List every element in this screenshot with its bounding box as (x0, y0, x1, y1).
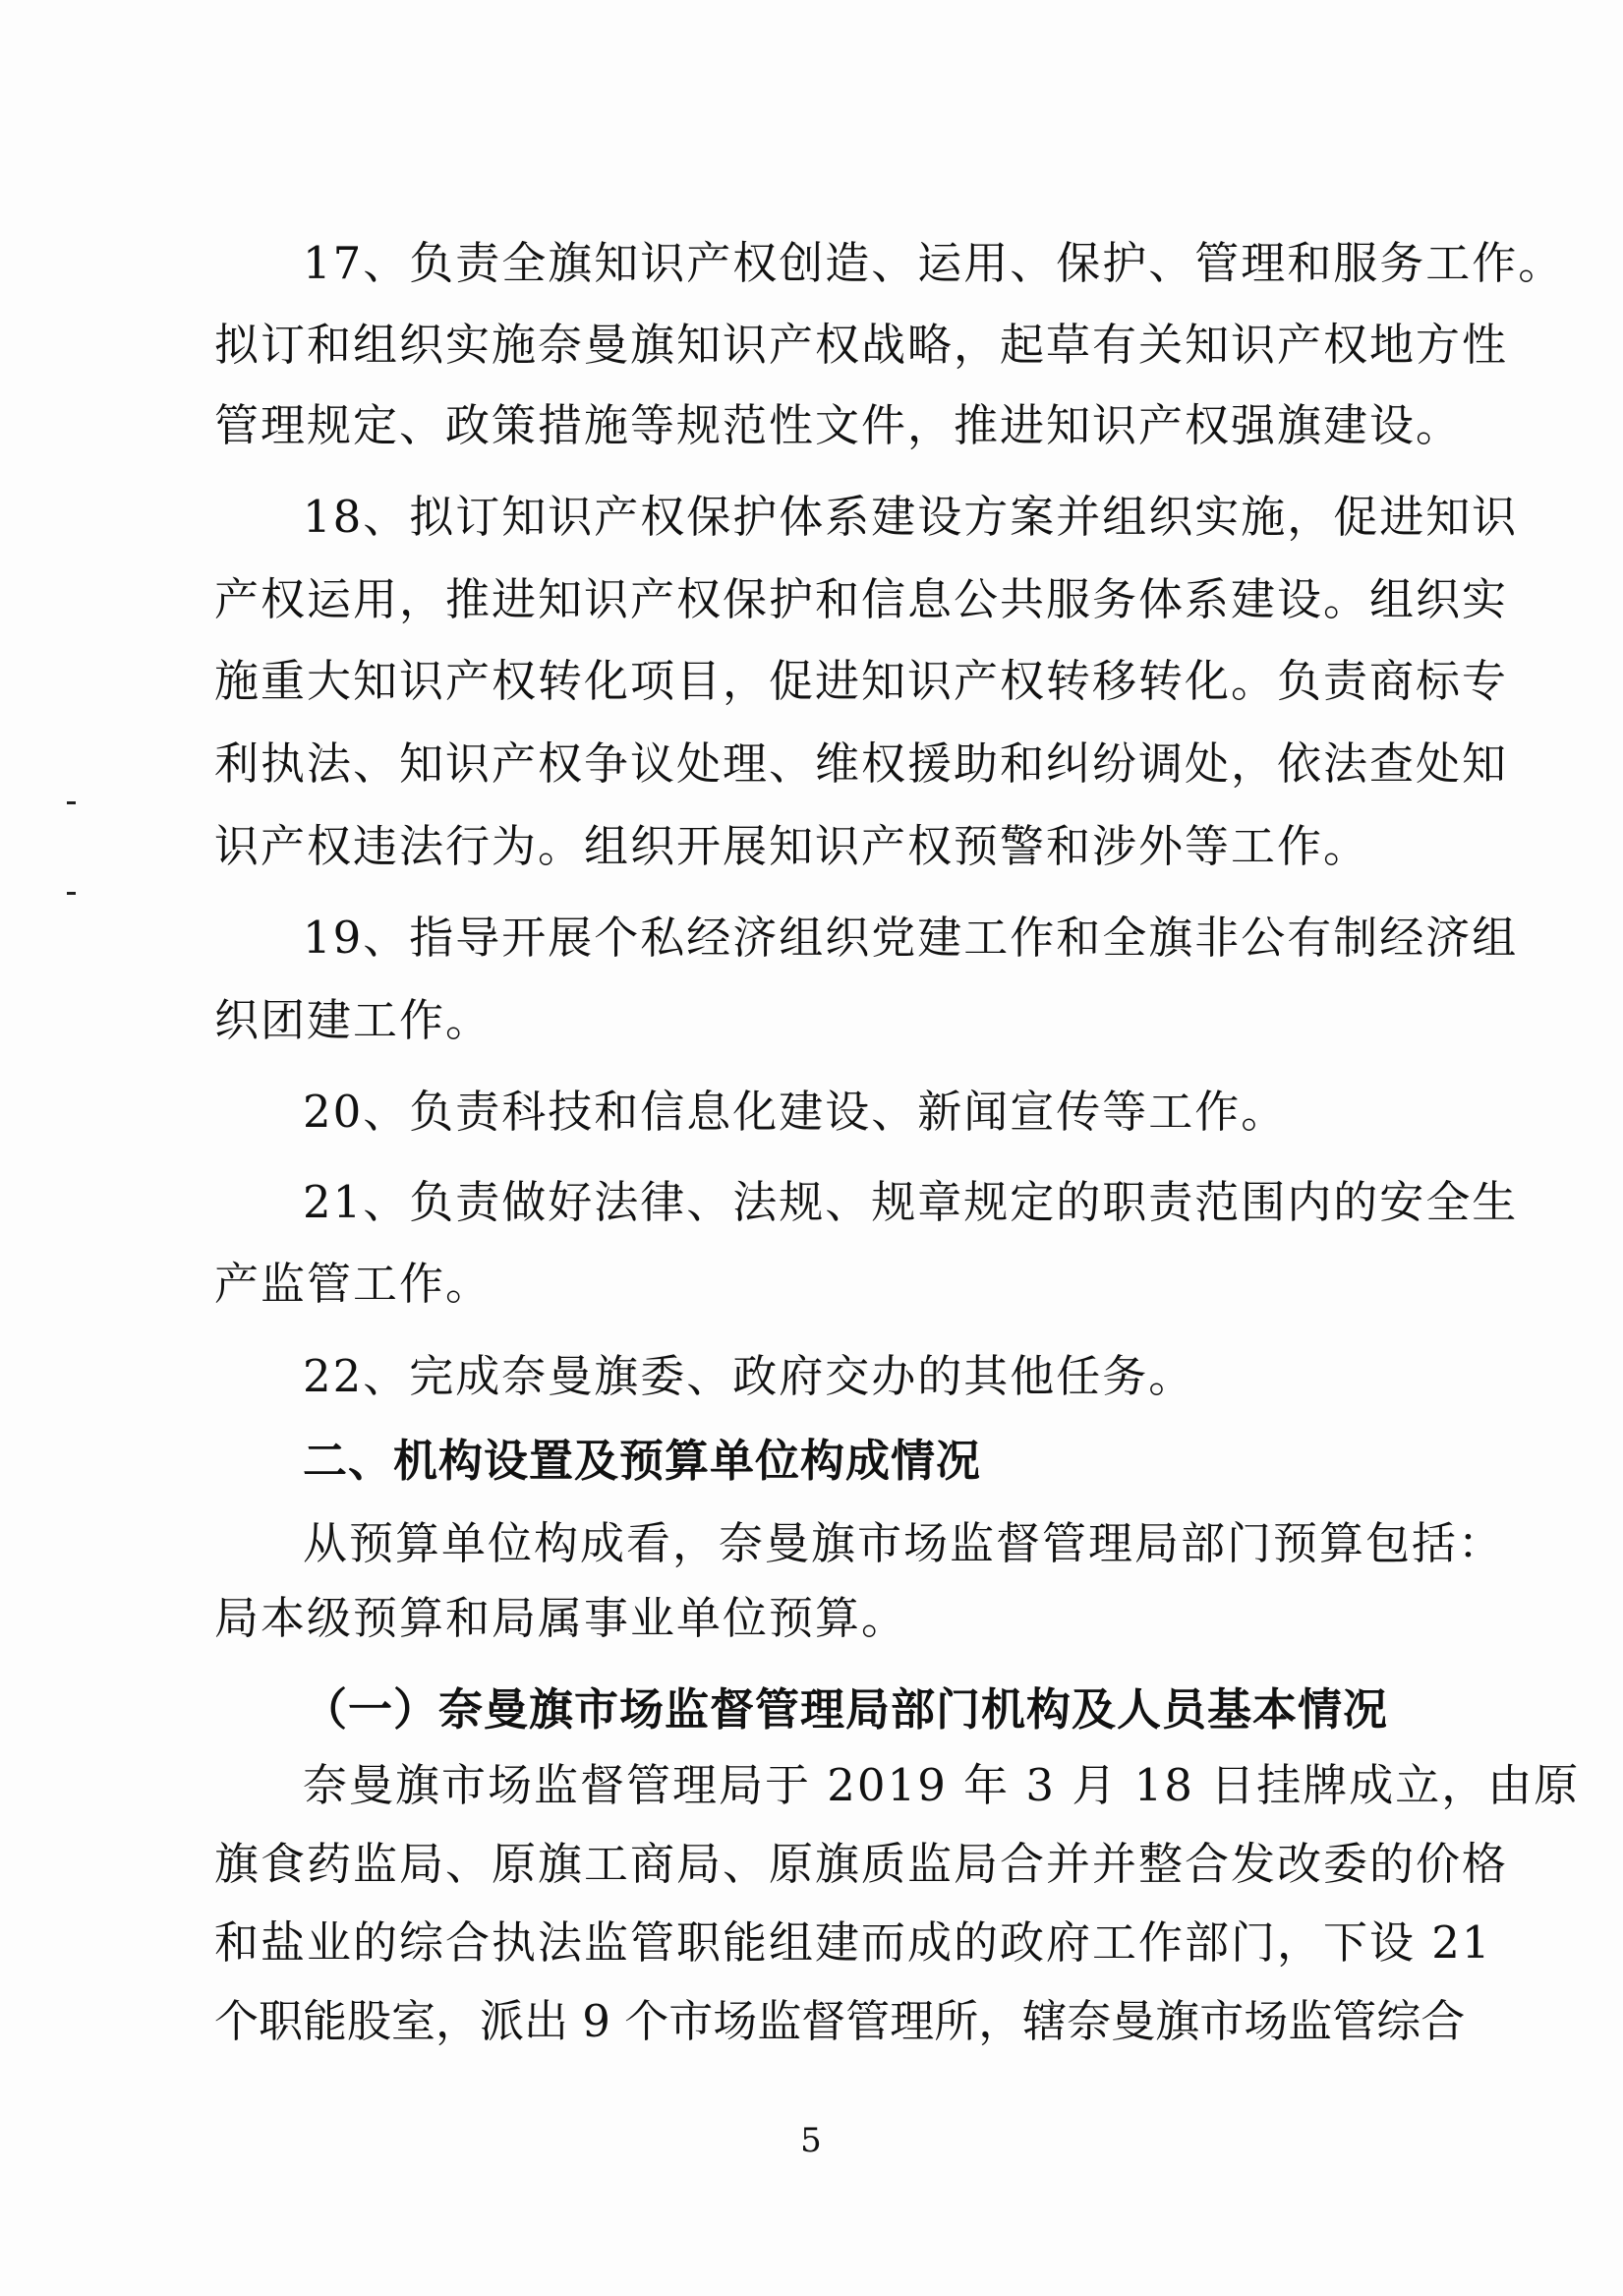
paragraph-18-line-3: 施重大知识产权转化项目，促进知识产权转移转化。负责商标专 (214, 655, 1509, 707)
paragraph-18-line-2: 产权运用，推进知识产权保护和信息公共服务体系建设。组织实 (214, 573, 1509, 625)
institution-line-3: 和盐业的综合执法监管职能组建而成的政府工作部门，下设 21 (214, 1916, 1492, 1969)
paragraph-18-line-1: 18、拟订知识产权保护体系建设方案并组织实施，促进知识 (303, 491, 1519, 543)
budget-units-line-1: 从预算单位构成看，奈曼旗市场监督管理局部门预算包括： (303, 1517, 1505, 1569)
paragraph-17-line-1: 17、负责全旗知识产权创造、运用、保护、管理和服务工作。 (303, 237, 1565, 289)
page-number: 5 (800, 2121, 822, 2160)
paragraph-17-line-3: 管理规定、政策措施等规范性文件，推进知识产权强旗建设。 (214, 399, 1463, 451)
scan-artifact-mark (67, 801, 76, 804)
institution-line-2: 旗食药监局、原旗工商局、原旗质监局合并并整合发改委的价格 (214, 1838, 1509, 1890)
paragraph-18-line-4: 利执法、知识产权争议处理、维权援助和纠纷调处，依法查处知 (214, 737, 1509, 790)
paragraph-18-line-5: 识产权违法行为。组织开展知识产权预警和涉外等工作。 (214, 820, 1370, 872)
budget-units-line-2: 局本级预算和局属事业单位预算。 (214, 1592, 908, 1644)
paragraph-19-line-2: 织团建工作。 (214, 994, 493, 1046)
paragraph-19-line-1: 19、指导开展个私经济组织党建工作和全旗非公有制经济组 (303, 912, 1519, 964)
section-heading: 二、机构设置及预算单位构成情况 (303, 1435, 982, 1487)
paragraph-21-line-1: 21、负责做好法律、法规、规章规定的职责范围内的安全生 (303, 1176, 1519, 1228)
institution-line-1: 奈曼旗市场监督管理局于 2019 年 3 月 18 日挂牌成立，由原 (303, 1759, 1581, 1811)
subsection-heading: （一）奈曼旗市场监督管理局部门机构及人员基本情况 (303, 1683, 1389, 1736)
paragraph-17-line-2: 拟订和组织实施奈曼旗知识产权战略，起草有关知识产权地方性 (214, 319, 1509, 371)
institution-line-4: 个职能股室，派出 9 个市场监督管理所，辖奈曼旗市场监管综合 (214, 1995, 1466, 2047)
scan-artifact-mark (67, 892, 76, 895)
paragraph-21-line-2: 产监管工作。 (214, 1258, 493, 1310)
paragraph-22: 22、完成奈曼旗委、政府交办的其他任务。 (303, 1350, 1195, 1402)
paragraph-20: 20、负责科技和信息化建设、新闻宣传等工作。 (303, 1086, 1288, 1138)
